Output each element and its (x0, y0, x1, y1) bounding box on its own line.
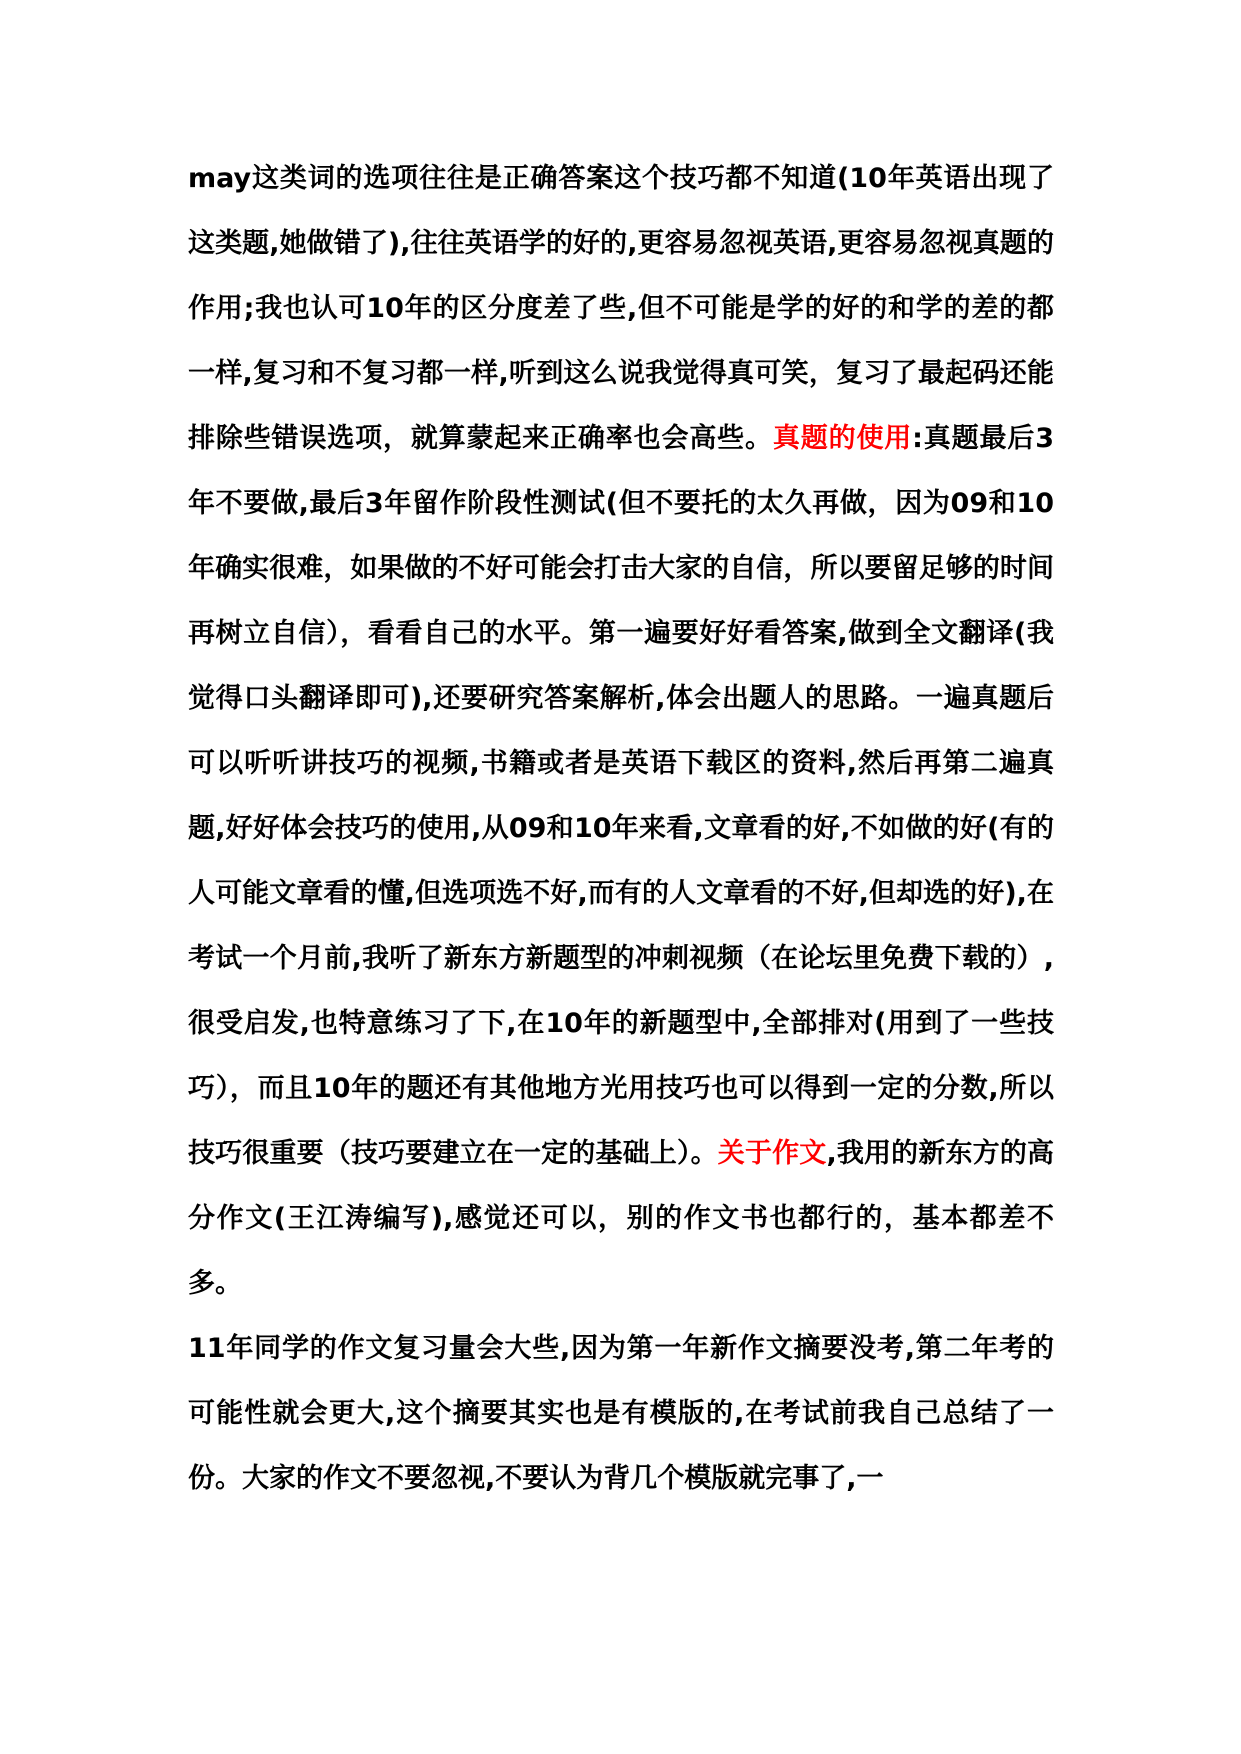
heading-about-essay: 关于作文 (717, 1138, 827, 1169)
paragraph-2: 11年同学的作文复习量会大些,因为第一年新作文摘要没考,第二年考的可能性就会更大,这个摘要其实也是有模版的,在考试前我自己总结了一份。大家的作文不要忽视,不要认为背几个模版就完事了,一 (188, 1333, 1054, 1494)
paragraph-1 (188, 146, 1054, 1316)
paragraph-1-part-3: ,我用的新东方的高分作文(王江涛编写),感觉还可以，别的作文书也都行的，基本都差不多。 (188, 1138, 1055, 1299)
document-body (188, 146, 1054, 1511)
heading-real-exam-usage: 真题的使用 (772, 423, 913, 454)
paragraph-1-part-2: :真题最后3年不要做,最后3年留作阶段性测试(但不要托的太久再做，因为09和10年确实很难，如果做的不好可能会打击大家的自信，所以要留足够的时间再树立自信），看看自己的水平。第一遍要好好看答案,做到全文翻译(我觉得口头翻译即可),还要研究答案解析,体会出题人的思路。一遍真题后可以听听讲技巧的视频,书籍或者是英语下载区的资料,然后再第二遍真题,好好体会技巧的使用,从09和10年来看,文章看的好,不如做的好(有的人可能文章看的懂,但选项选不好,而有的人文章看的不好,但却选的好),在考试一个月前,我听了新东方新题型的冲刺视频（在论坛里免费下载的）,很受启发,也特意练习了下,在10年的新题型中,全部排对(用到了一些技巧），而且10年的题还有其他地方光用技巧也可以得到一定的分数,所以技巧很重要（技巧要建立在一定的基础上）。 (188, 423, 1054, 1169)
paragraph-1-part-1: may这类词的选项往往是正确答案这个技巧都不知道(10年英语出现了这类题,她做错了),往往英语学的好的,更容易忽视英语,更容易忽视真题的作用;我也认可10年的区分度差了些,但不可能是学的好的和学的差的都一样,复习和不复习都一样,听到这么说我觉得真可笑，复习了最起码还能排除些错误选项，就算蒙起来正确率也会高些。 (188, 163, 1054, 454)
